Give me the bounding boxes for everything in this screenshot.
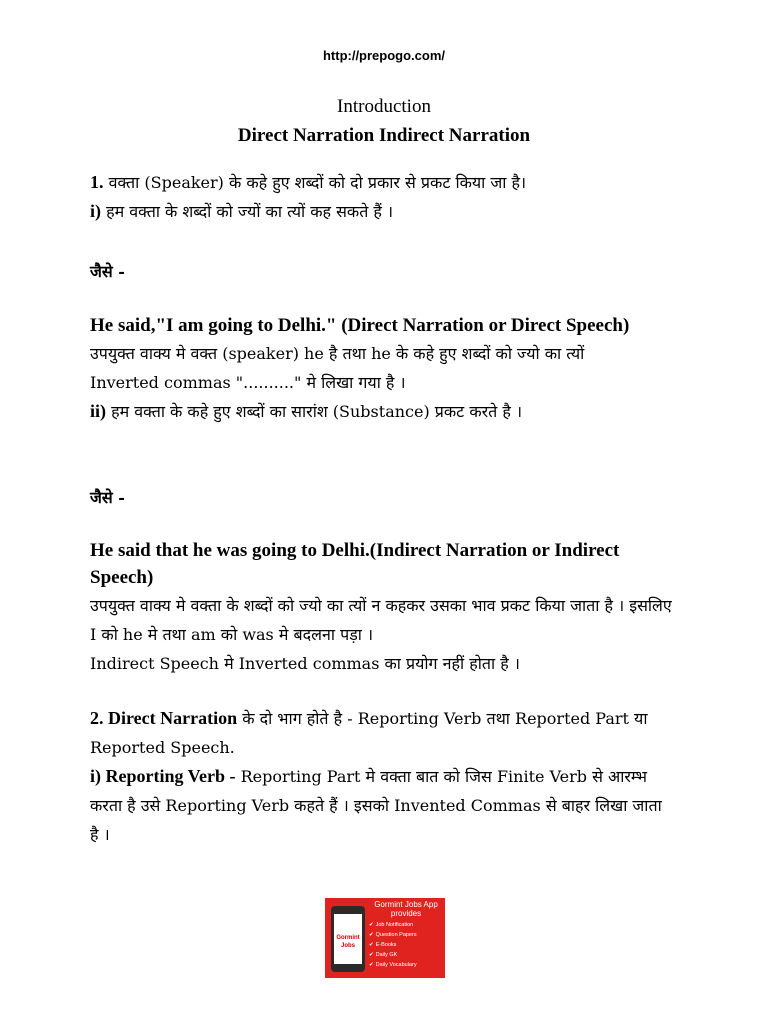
para-1ii <box>90 397 675 426</box>
section-1 <box>90 168 675 226</box>
ad-feature-item: ✔ Job Notification <box>369 922 414 928</box>
ad-feature-item: ✔ E-Books <box>369 942 397 948</box>
example-1-heading: He said,"I am going to Delhi." (Direct Narration or Direct Speech) <box>90 315 630 336</box>
phone-icon <box>331 906 365 972</box>
para-1i-text: हम वक्ता के शब्दों को ज्यों का त्यों कह सकते हैं । <box>101 202 394 221</box>
example-label-2: जैसे - <box>90 488 125 507</box>
ad-feature-item: ✔ Daily Vocabulary <box>369 962 417 968</box>
para-1-number: 1. <box>90 172 104 192</box>
check-icon: ✔ <box>369 952 374 958</box>
para-1-text: वक्ता (Speaker) के कहे हुए शब्दों को दो प्रकार से प्रकट किया जा है। <box>103 173 527 192</box>
doc-title: Introduction <box>337 96 431 117</box>
source-url-link[interactable]: http://prepogo.com/ <box>322 48 446 63</box>
para-1 <box>90 168 675 197</box>
phone-screen <box>334 914 362 964</box>
example-2-line-1: उपयुक्त वाक्य मे वक्ता के शब्दों को ज्यो का त्यों न कहकर उसका भाव प्रकट किया जाता है । इसलिए I को he मे तथा am को was मे बदलना पड़ा । <box>90 596 672 644</box>
app-ad-banner[interactable] <box>325 898 445 978</box>
check-icon: ✔ <box>369 922 374 928</box>
para-2i <box>90 762 675 849</box>
para-2i-text: Reporting Part मे वक्ता बात को जिस Finite Verb से आरम्भ करता है उसे Reporting Verb कहते हैं । इसको Invented Commas से बाहर लिखा जाता है । <box>90 767 662 844</box>
example-1 <box>90 312 675 426</box>
check-icon: ✔ <box>369 962 374 968</box>
doc-subtitle: Direct Narration Indirect Narration <box>237 125 531 146</box>
para-1i-number: i) <box>90 201 101 221</box>
para-2i-heading: i) Reporting Verb - <box>90 766 236 786</box>
section-2 <box>90 704 675 849</box>
ad-brand: Gormint Jobs <box>336 935 360 949</box>
ad-heading: Gormint Jobs App provides <box>374 900 438 918</box>
example-label-1: जैसे - <box>90 262 125 281</box>
check-icon: ✔ <box>369 932 374 938</box>
ad-feature-item: ✔ Daily GK <box>369 952 398 958</box>
ad-feature-item: ✔ Question Papers <box>369 932 417 938</box>
example-2 <box>90 537 675 678</box>
example-1-line-1: उपयुक्त वाक्य मे वक्त (speaker) he है तथा he के कहे हुए शब्दों को ज्यो का त्यों <box>90 344 585 363</box>
para-2-heading: 2. Direct Narration <box>90 708 238 728</box>
example-2-heading: He said that he was going to Delhi.(Indirect Narration or Indirect Speech) <box>90 540 620 588</box>
para-2-text: के दो भाग होते है - Reporting Verb तथा Reported Part या Reported Speech. <box>90 709 648 757</box>
para-1ii-number: ii) <box>90 401 106 421</box>
check-icon: ✔ <box>369 942 374 948</box>
para-2 <box>90 704 675 762</box>
example-1-line-2: Inverted commas ".........." मे लिखा गया है । <box>90 373 406 392</box>
example-2-line-2: Indirect Speech मे Inverted commas का प्रयोग नहीं होता है । <box>90 654 520 673</box>
ad-feature-list <box>369 920 417 970</box>
para-1i <box>90 197 675 226</box>
para-1ii-text: हम वक्ता के कहे हुए शब्दों का सारांश (Substance) प्रकट करते है । <box>106 402 523 421</box>
